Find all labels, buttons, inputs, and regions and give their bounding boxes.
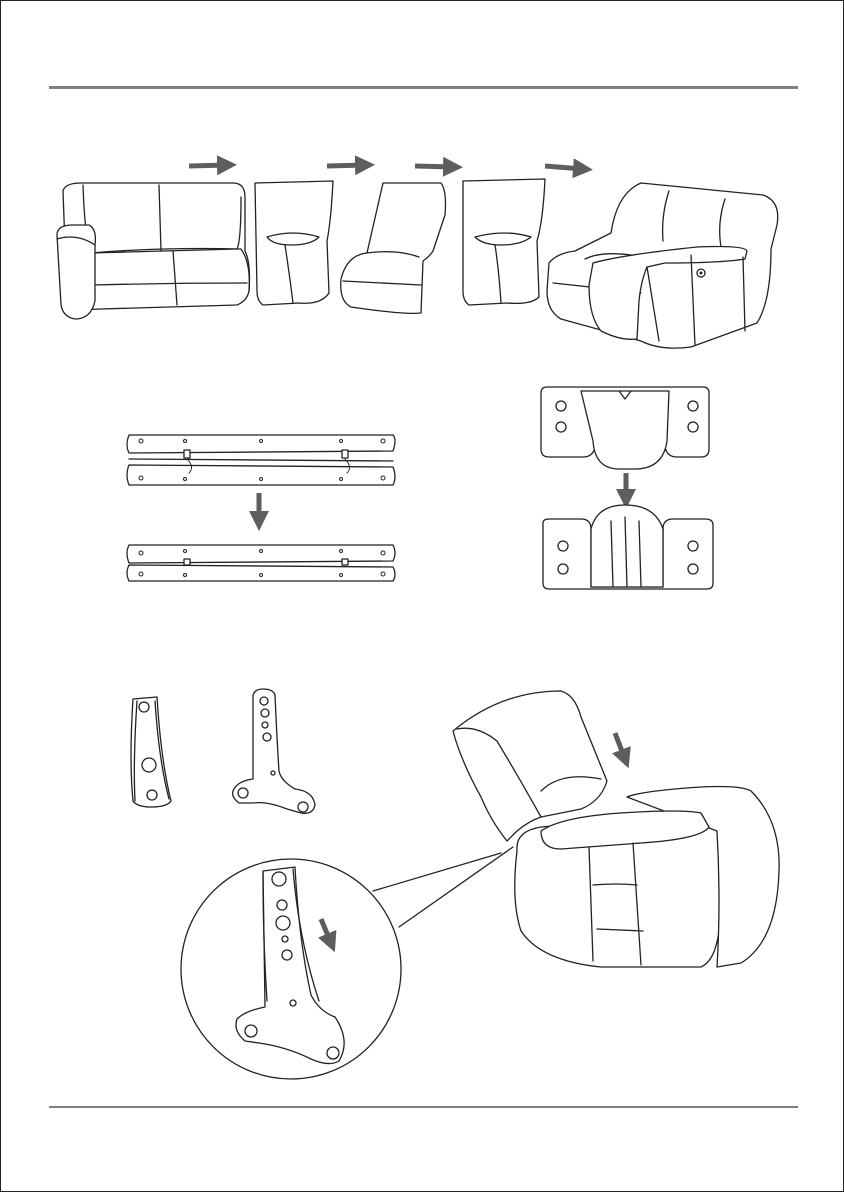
bracket-plate-top [541, 387, 709, 469]
detail-magnifier [181, 847, 513, 1079]
sofa-power-recliner-end [547, 183, 778, 348]
assembly-illustration [1, 1, 843, 1191]
backrest-insert-bracket [233, 689, 315, 813]
sofa-corner-wedge-1 [255, 181, 333, 305]
assembly-order-arrows [189, 165, 583, 169]
sofa-corner-wedge-2 [463, 179, 545, 305]
connector-rails-joined [127, 545, 395, 581]
sofa-armless-middle [341, 183, 446, 313]
bracket-plate-bottom [543, 505, 713, 589]
sofa-loveseat [57, 183, 250, 319]
connector-rails-separate [127, 435, 395, 485]
backrest-receiver-bracket [131, 697, 171, 807]
